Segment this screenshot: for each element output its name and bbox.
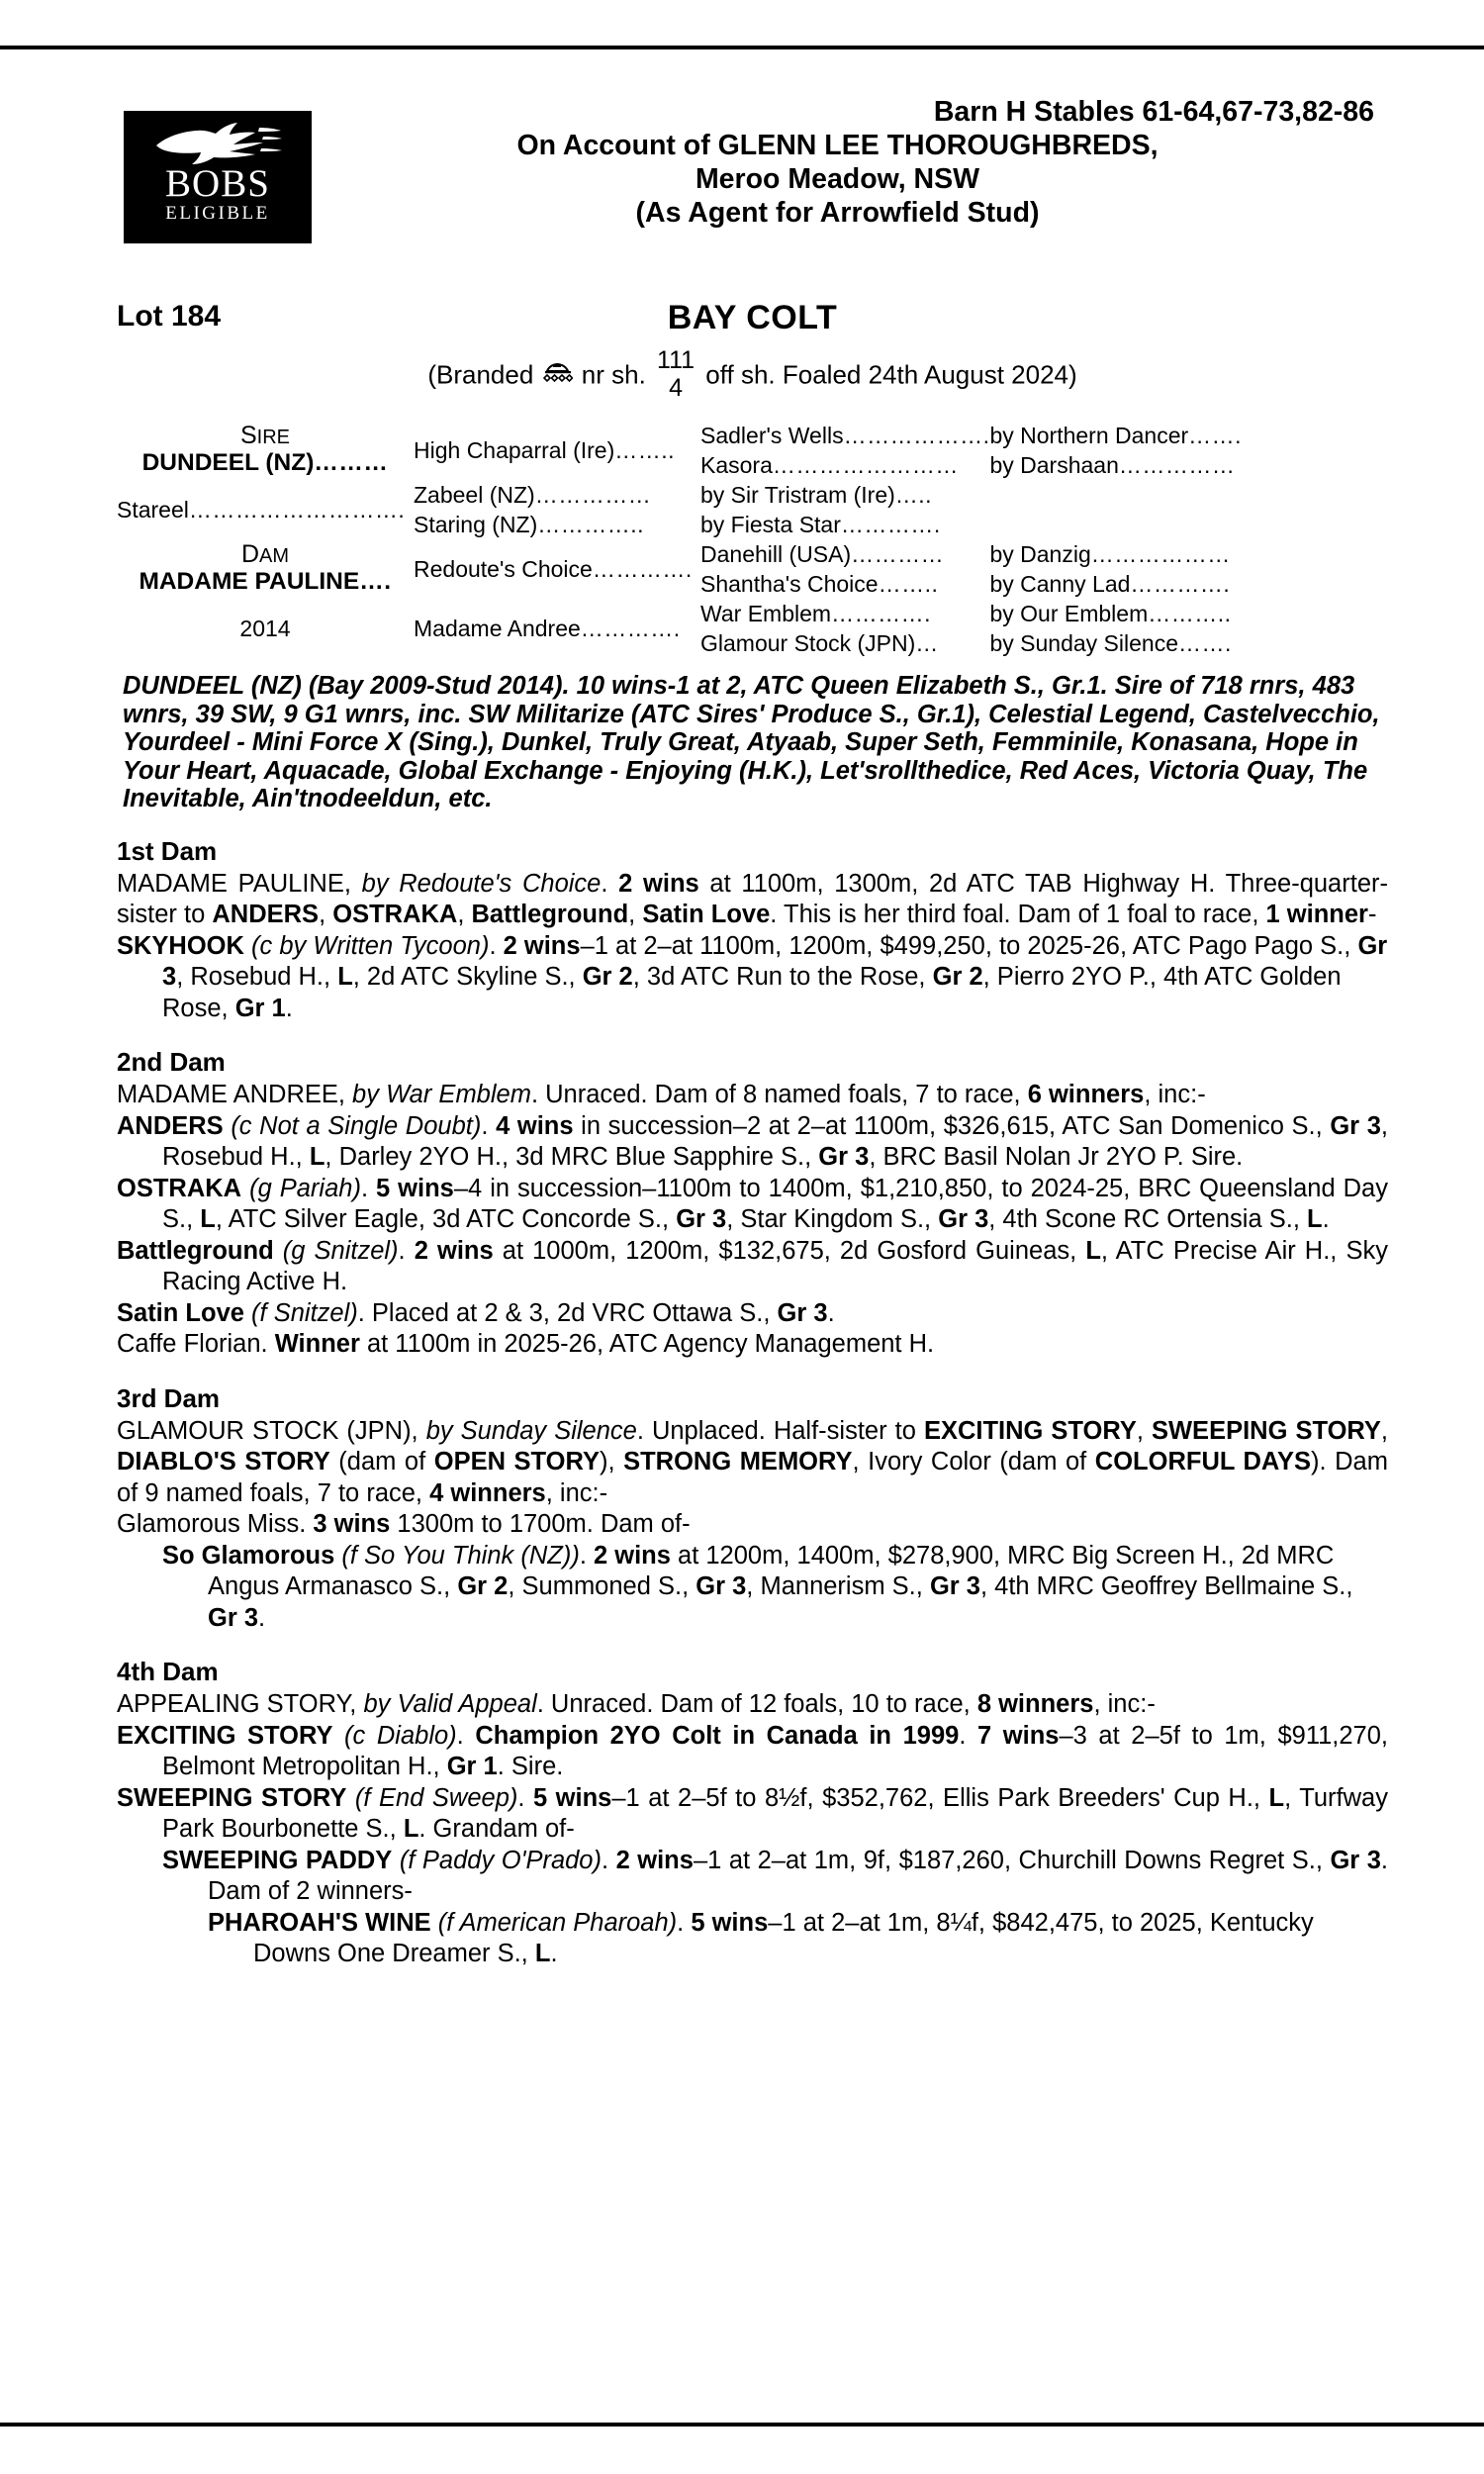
pedigree-entry: MADAME PAULINE, by Redoute's Choice. 2 wins at 1100m, 1300m, 2d ATC TAB Highway H. Three-quarter-sister to ANDERS, OSTRAKA, Battleground, Satin Love. This is her third foal. Dam of 1 foal to race, 1 winner- [117,869,1388,928]
pedigree-entry: OSTRAKA (g Pariah). 5 wins–4 in succession–1100m to 1400m, $1,210,850, to 2024-25, BRC Queensland Day S., L, ATC Silver Eagle, 3d ATC Concorde S., Gr 3, Star Kingdom S., Gr 3, 4th Scone RC Ortensia S., L. [117,1174,1388,1233]
brand-denominator: 4 [669,374,683,402]
ggp-cell-7: War Emblem…………. [700,601,931,626]
branded-mid: nr sh. [581,359,646,390]
bottom-rule [0,2423,1484,2426]
pedigree-entry: Caffe Florian. Winner at 1100m in 2025-26, ATC Agency Management H. [117,1330,935,1358]
brand-numerator: 111 [657,346,696,374]
dam-sections [117,835,1388,1970]
gp-cell-1: High Chaparral (Ire)…….. [414,437,676,463]
lot-title-row [117,299,1388,344]
dam-heading: 1st Dam [117,835,218,866]
by-cell-4: by Fiesta Star…………. [700,512,941,537]
pedigree-entry: APPEALING STORY, by Valid Appeal. Unraced. Dam of 12 foals, 10 to race, 8 winners, inc:- [117,1690,1156,1718]
brand-fraction [657,348,695,401]
by-cell-8: by Sunday Silence……. [989,630,1232,656]
pedigree-entry: SKYHOOK (c by Written Tycoon). 2 wins–1 at 2–at 1100m, 1200m, $499,250, to 2025-26, ATC Pago Pago S., Gr 3, Rosebud H., L, 2d ATC Skyline S., Gr 2, 3d ATC Run to the Rose, Gr 2, Pierro 2YO P., 4th ATC Golden Rose, Gr 1. [117,931,1388,1022]
ggp-cell-6: Shantha's Choice…….. [700,571,939,597]
logo-title: BOBS [165,162,270,205]
pedigree-entry: SWEEPING PADDY (f Paddy O'Prado). 2 wins–1 at 2–at 1m, 9f, $187,260, Churchill Downs Regret S., Gr 3. Dam of 2 winners- [162,1846,1388,1905]
logo-subtitle: ELIGIBLE [165,203,270,224]
sire-cell [117,421,414,480]
account-line: On Account of GLENN LEE THOROUGHBREDS, [516,130,1159,161]
sire-label: SIRE [239,422,291,449]
ggp-cell-2: Kasora…………………… [700,452,959,478]
pedigree-entry: EXCITING STORY (c Diablo). Champion 2YO Colt in Canada in 1999. 7 wins–3 at 2–5f to 1m, $911,270, Belmont Metropolitan H., Gr 1. Sire. [117,1721,1389,1780]
by-cell-7: by Our Emblem……….. [989,601,1232,626]
branded-prefix: (Branded [427,359,534,390]
barn-line: Barn H Stables 61-64,67-73,82-86 [933,96,1374,128]
ggp-cell-8: Glamour Stock (JPN)… [700,630,939,656]
gp-cell-4: Madame Andree…………. [414,616,681,641]
pedigree-entry: MADAME ANDREE, by War Emblem. Unraced. Dam of 8 named foals, 7 to race, 6 winners, inc:- [117,1081,1206,1108]
pedigree-entry: ANDERS (c Not a Single Doubt). 4 wins in succession–2 at 2–at 1100m, $326,615, ATC San Domenico S., Gr 3, Rosebud H., L, Darley 2YO H., 3d MRC Blue Sapphire S., Gr 3, BRC Basil Nolan Jr 2YO P. Sire. [117,1111,1388,1171]
branding-line [117,346,1388,403]
gp-cell-2: Stareel………………………. [117,497,406,523]
gp-cell-3: Redoute's Choice…………. [414,556,693,582]
pedigree-row [117,599,1388,628]
ggp-cell-4: Staring (NZ)………….. [414,512,645,537]
pedigree-entry: PHAROAH'S WINE (f American Pharoah). 5 wins–1 at 2–at 1m, 8¼f, $842,475, to 2025, Kentucky Downs One Dreamer S., L. [208,1908,1314,1967]
pedigree-entry: Battleground (g Snitzel). 2 wins at 1000m, 1200m, $132,675, 2d Gosford Guineas, L, ATC Precise Air H., Sky Racing Active H. [117,1236,1388,1295]
top-rule [0,46,1484,49]
by-cell-5: by Danzig……………… [989,541,1231,567]
horse-head-icon [152,120,283,167]
dam-heading: 2nd Dam [117,1047,226,1077]
ggp-cell-1: Sadler's Wells………………. [700,423,990,448]
agent-line: (As Agent for Arrowfield Stud) [635,197,1040,229]
by-cell-1: by Northern Dancer……. [989,423,1243,448]
pedigree-entry: Satin Love (f Snitzel). Placed at 2 & 3, 2d VRC Ottawa S., Gr 3. [117,1298,835,1327]
dam-heading: 4th Dam [117,1657,219,1686]
dam-heading: 3rd Dam [117,1382,221,1413]
by-cell-6: by Canny Lad…………. [989,571,1231,597]
lot-number: Lot 184 [117,300,222,333]
branded-suffix: off sh. Foaled 24th August 2024) [705,359,1077,390]
brand-symbol-icon [543,361,573,387]
pedigree-row [117,421,1388,450]
header-block [117,95,1388,293]
pedigree-entry: SWEEPING STORY (f End Sweep). 5 wins–1 at 2–5f to 8½f, $352,762, Ellis Park Breeders' Cup H., L, Turfway Park Bourbonette S., L. Grandam of- [117,1783,1388,1843]
sire-name: DUNDEEL (NZ)……… [141,449,389,476]
sire-summary: DUNDEEL (NZ) (Bay 2009-Stud 2014). 10 wins-1 at 2, ATC Queen Elizabeth S., Gr.1. Sire of 718 rnrs, 483 wnrs, 39 SW, 9 G1 wnrs, inc. SW Militarize (ATC Sires' Produce S., Gr.1), Celestial Legend, Castelvecchio, Yourdeel - Mini Force X (Sing.), Dunkel, Truly Great, Atyaab, Super Seth, Femminile, Konasana, Hope in Your Heart, Aquacade, Global Exchange - Enjoying (H.K.), Let'srollthedice, Red Aces, Victoria Quay, The Inevitable, Ain'tnodeeldun, etc. [123,672,1380,812]
ggp-cell-5: Danehill (USA)………… [700,541,945,567]
ggp-cell-3: Zabeel (NZ)…………… [414,482,652,508]
dam-name: MADAME PAULINE…. [139,568,392,595]
dam-cell [117,539,414,599]
pedigree-entry: Glamorous Miss. 3 wins 1300m to 1700m. Dam of- [117,1510,691,1538]
by-cell-3: by Sir Tristram (Ire)….. [700,482,933,508]
pedigree-row [117,480,1388,510]
dam-label: DAM [240,540,290,568]
bobs-eligible-logo [124,111,312,243]
by-cell-2: by Darshaan…………… [989,452,1236,478]
pedigree-table [117,421,1388,658]
pedigree-entry: So Glamorous (f So You Think (NZ)). 2 wins at 1200m, 1400m, $278,900, MRC Big Screen H., 2d MRC Angus Armanasco S., Gr 2, Summoned S., Gr 3, Mannerism S., Gr 3, 4th MRC Geoffrey Bellmaine S., Gr 3. [162,1541,1353,1632]
dam-year: 2014 [239,616,291,641]
dam-year-cell [117,599,414,658]
location-line: Meroo Meadow, NSW [695,163,980,195]
page-content [117,95,1388,1970]
page-title: BAY COLT [667,299,838,336]
pedigree-entry: GLAMOUR STOCK (JPN), by Sunday Silence. Unplaced. Half-sister to EXCITING STORY, SWEEPING STORY, DIABLO'S STORY (dam of OPEN STORY), STRONG MEMORY, Ivory Color (dam of COLORFUL DAYS). Dam of 9 named foals, 7 to race, 4 winners, inc:- [117,1416,1388,1507]
pedigree-row [117,539,1388,569]
